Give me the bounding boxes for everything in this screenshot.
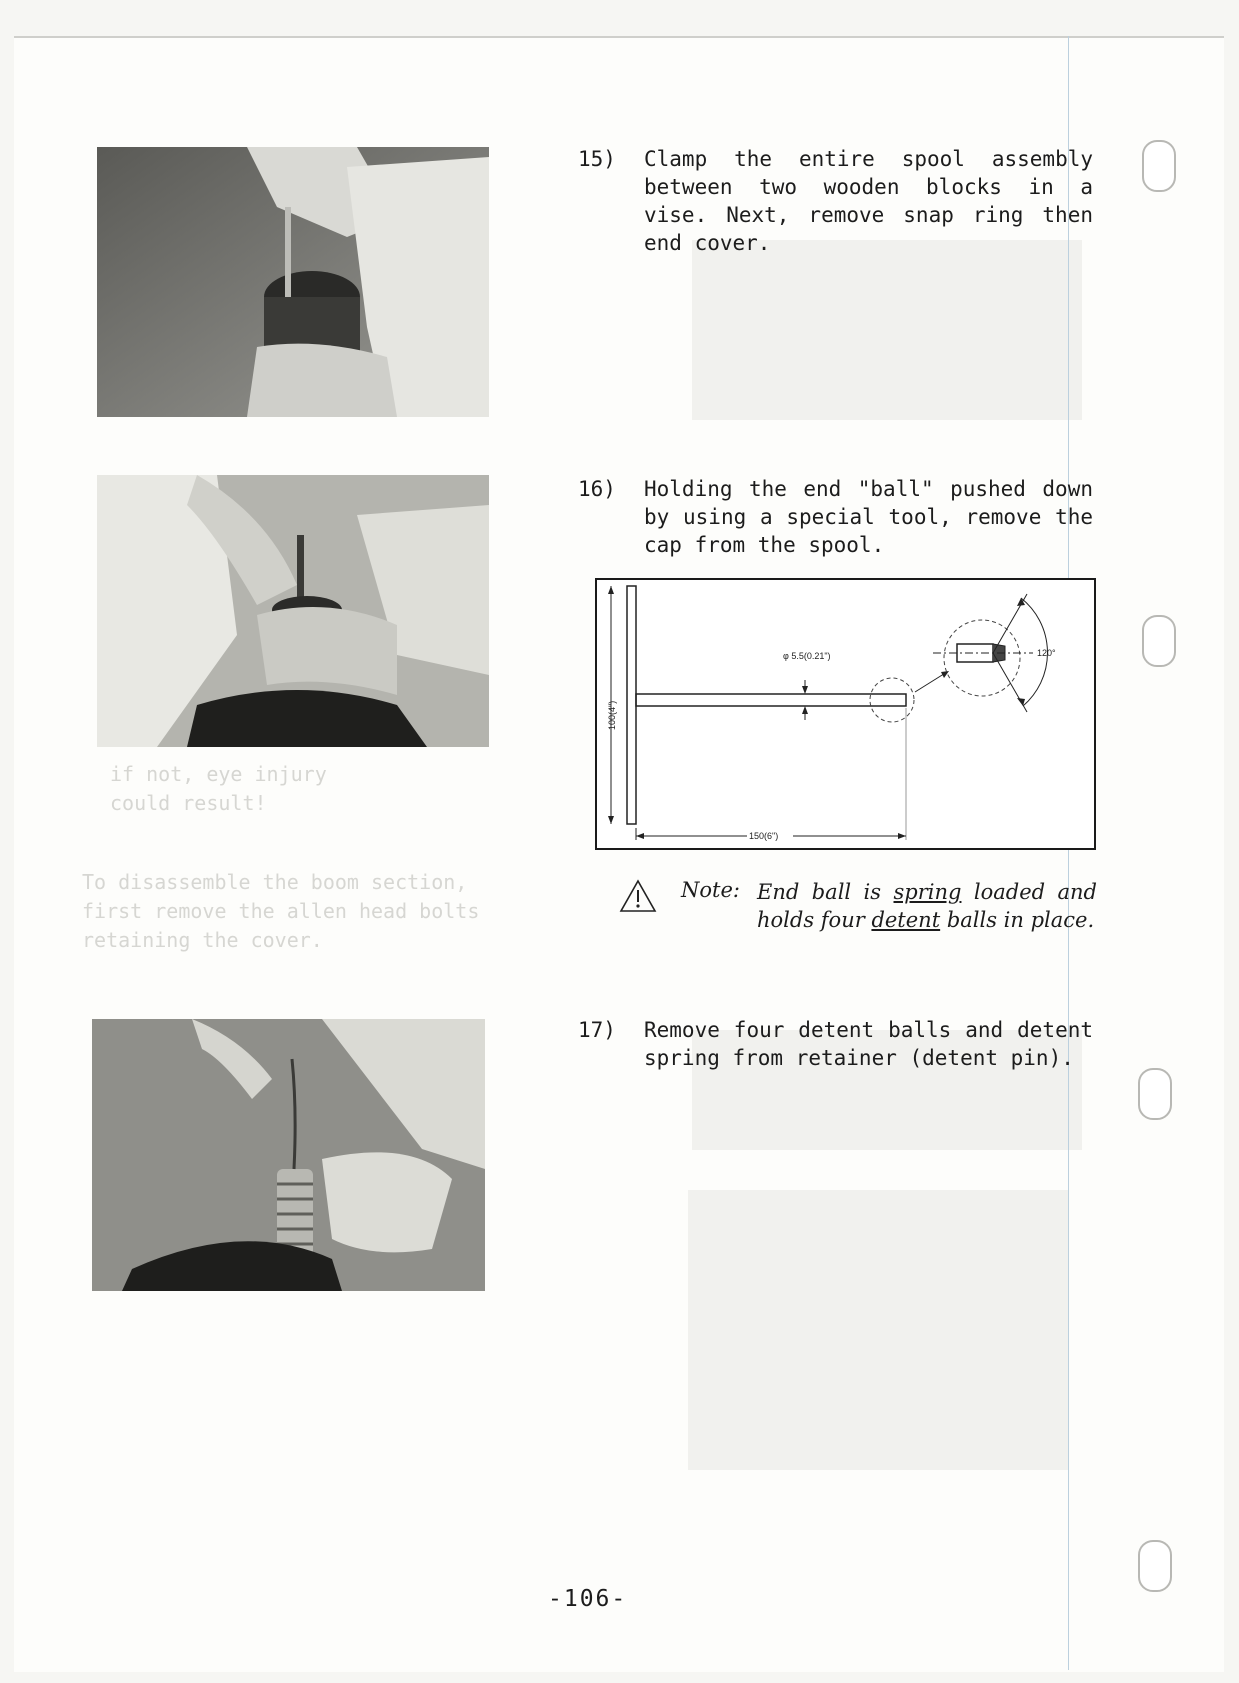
page-number: -106- bbox=[548, 1586, 628, 1612]
note-text bbox=[757, 878, 1097, 934]
photo-detent-spring bbox=[92, 1019, 485, 1291]
note-text-part: End ball is bbox=[757, 880, 894, 904]
punch-hole bbox=[1142, 140, 1176, 192]
note-underlined-spring: spring bbox=[893, 880, 962, 904]
step-text: Remove four detent balls and detent spring from retainer (detent pin). bbox=[644, 1018, 1093, 1070]
show-through-block-1 bbox=[692, 240, 1082, 420]
note-underlined-detent: detent bbox=[871, 908, 941, 932]
height-dimension-label: 100(4") bbox=[607, 700, 617, 730]
punch-hole bbox=[1138, 1068, 1172, 1120]
show-through-text-2: if not, eye injury could result! bbox=[110, 762, 327, 815]
step-text: Holding the end "ball" pushed down by using a special tool, remove the cap from the spool. bbox=[644, 477, 1093, 557]
step-number: 16) bbox=[578, 477, 616, 501]
angle-label: 120° bbox=[1037, 648, 1056, 658]
show-through-block-3 bbox=[688, 1190, 1068, 1470]
show-through-text-1: To disassemble the boom section, first remove the allen head bolts retaining the cover. bbox=[82, 870, 480, 952]
note-text-part: loaded and holds four bbox=[757, 880, 1098, 932]
diameter-label: φ 5.5(0.21") bbox=[783, 651, 831, 661]
photo-spool-clamp bbox=[97, 147, 489, 417]
note-label: Note: bbox=[681, 878, 740, 902]
special-tool-diagram bbox=[595, 578, 1096, 850]
punch-hole bbox=[1142, 615, 1176, 667]
fold-line bbox=[1068, 36, 1069, 1670]
warning-triangle-icon bbox=[618, 878, 658, 918]
note-text-part: balls in place. bbox=[940, 908, 1095, 932]
photo-special-tool bbox=[97, 475, 489, 747]
step-number: 15) bbox=[578, 147, 616, 171]
length-dimension-label: 150(6") bbox=[749, 831, 779, 841]
punch-hole bbox=[1138, 1540, 1172, 1592]
step-text: Clamp the entire spool assembly between two wooden blocks in a vise. Next, remove snap ring then end cover. bbox=[644, 147, 1093, 255]
step-number: 17) bbox=[578, 1018, 616, 1042]
